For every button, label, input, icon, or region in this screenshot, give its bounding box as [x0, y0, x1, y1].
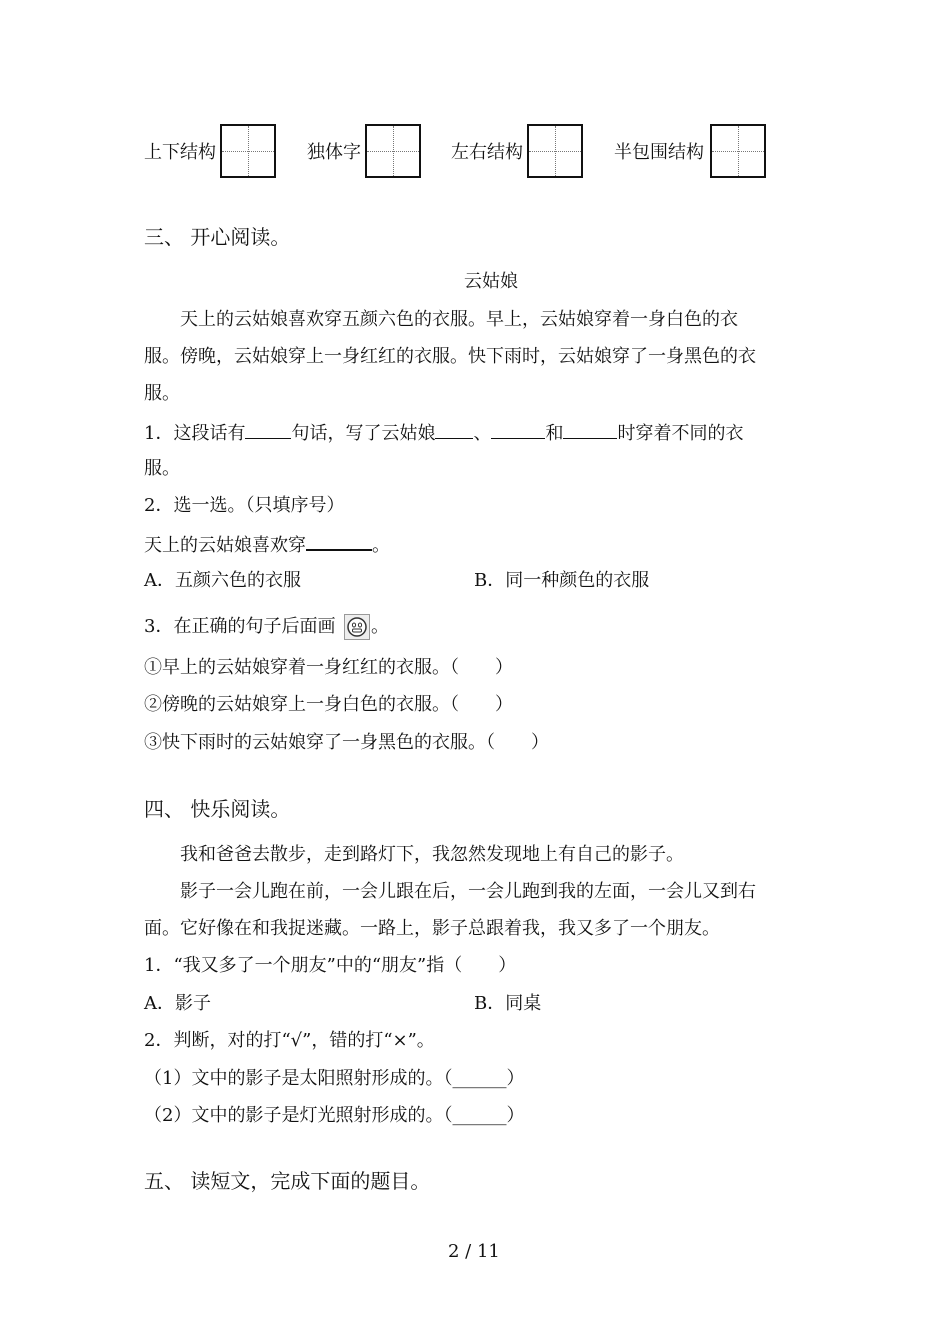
- question-2: 2．判断，对的打“√”，错的打“×”。: [144, 1030, 435, 1051]
- answer-blank[interactable]: [435, 420, 473, 439]
- judge-item: （2）文中的影子是灯光照射形成的。（______）: [144, 1105, 525, 1126]
- judge-item: ②傍晚的云姑娘穿上一身白色的衣服。（ ）: [144, 694, 513, 715]
- judge-item: ①早上的云姑娘穿着一身红红的衣服。（ ）: [144, 657, 513, 678]
- writing-grid-box[interactable]: [220, 124, 276, 178]
- answer-blank[interactable]: [245, 420, 291, 439]
- judge-item: （1）文中的影子是太阳照射形成的。（______）: [144, 1068, 525, 1089]
- answer-blank[interactable]: [491, 420, 545, 439]
- option-b: B．同一种颜色的衣服: [474, 570, 650, 591]
- question-1-cont: 服。: [144, 458, 180, 479]
- question-2: 2．选一选。（只填序号）: [144, 495, 345, 516]
- writing-grid-box[interactable]: [710, 124, 766, 178]
- passage-line: 我和爸爸去散步，走到路灯下，我忽然发现地上有自己的影子。: [180, 844, 684, 865]
- answer-blank[interactable]: [563, 420, 617, 439]
- answer-blank[interactable]: [306, 531, 372, 551]
- structure-label-half-surround: 半包围结构: [614, 142, 704, 163]
- passage-line: 天上的云姑娘喜欢穿五颜六色的衣服。早上，云姑娘穿着一身白色的衣: [180, 309, 738, 330]
- question-3-end: 。: [371, 616, 389, 637]
- structure-label-single: 独体字: [307, 142, 361, 163]
- passage-line: 服。傍晚，云姑娘穿上一身红红的衣服。快下雨时，云姑娘穿了一身黑色的衣: [144, 346, 756, 367]
- passage-line: 服。: [144, 383, 180, 404]
- page-number: 2 / 11: [448, 1241, 500, 1262]
- structure-label-top-bottom: 上下结构: [144, 142, 216, 163]
- smiley-face-icon: [344, 614, 370, 640]
- question-3: 3．在正确的句子后面画: [144, 616, 336, 637]
- passage-line: 影子一会儿跑在前，一会儿跟在后，一会儿跑到我的左面，一会儿又到右: [180, 881, 756, 902]
- section-heading-4: 四、 快乐阅读。: [144, 797, 291, 821]
- passage-line: 面。它好像在和我捉迷藏。一路上，影子总跟着我，我又多了一个朋友。: [144, 918, 720, 939]
- question-2-stem: 天上的云姑娘喜欢穿 。: [144, 531, 390, 558]
- writing-grid-box[interactable]: [365, 124, 421, 178]
- section-heading-5: 五、 读短文，完成下面的题目。: [144, 1169, 431, 1193]
- option-a: A．影子: [144, 993, 211, 1014]
- writing-grid-box[interactable]: [527, 124, 583, 178]
- option-b: B．同桌: [474, 993, 542, 1014]
- option-a: A．五颜六色的衣服: [144, 570, 301, 591]
- question-1: 1．“我又多了一个朋友”中的“朋友”指（ ）: [144, 955, 517, 976]
- structure-label-left-right: 左右结构: [451, 142, 523, 163]
- judge-item: ③快下雨时的云姑娘穿了一身黑色的衣服。（ ）: [144, 732, 549, 753]
- section-heading-3: 三、 开心阅读。: [144, 225, 291, 249]
- passage-title: 云姑娘: [464, 271, 518, 292]
- question-1: 1．这段话有 句话，写了云姑娘 、 和 时穿着不同的衣: [144, 420, 743, 446]
